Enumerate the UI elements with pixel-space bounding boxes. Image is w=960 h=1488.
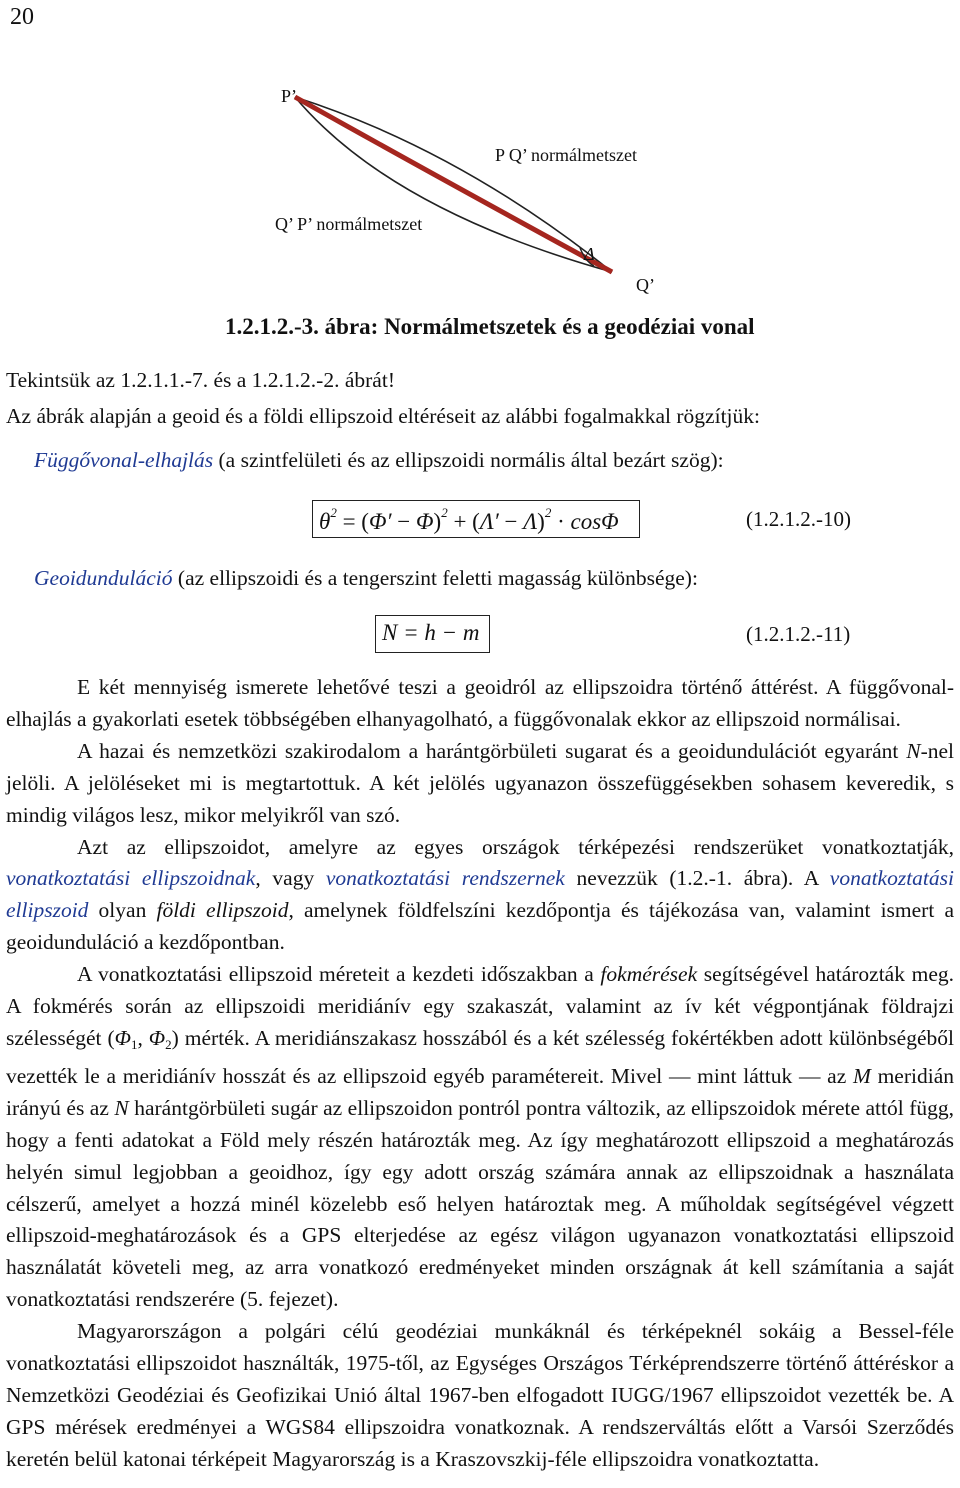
p4-sub2: 2	[165, 1036, 172, 1052]
equation-number-10: (1.2.1.2.-10)	[746, 507, 851, 531]
f1-minus2: −	[498, 509, 524, 534]
p4-e: meridián irányú és az	[6, 1063, 954, 1120]
f1-phi-prime: Φ′	[368, 509, 392, 534]
term-deflection	[34, 448, 724, 473]
p2-b: N	[906, 738, 921, 763]
p4-a: A vonatkoztatási ellipszoid méreteit a kezdeti időszakban a	[77, 962, 601, 987]
paragraph-1: E két mennyiség ismerete lehetővé teszi a geoidról az ellipszoidra történő áttérést. A függővonal-elhajlás a gyakorlati esetek többségében elhanyagolható, a függővonalak ekkor az ellipszoid normálisai.	[6, 675, 954, 731]
p3-g: olyan	[88, 898, 157, 923]
p4-f: harántgörbületi sugár az ellipszoidon pontról pontra változik, az ellipszoidok mérete attól függ, hogy a fenti adatokat a Föld mely részén határozták meg. Az így meghatározott ellipszoid a meghatározás helyén simul legjobban a geoidhoz, így egy adott ország számára annak az ellipszoidnak a használata célszerű, amelyet a hozzá minél közelebb eső helyen határoztak meg. A műholdak segítségével végzett ellipszoid-meghatározások és a GPS elterjedése az egész világon ugyanazon vonatkoztatási ellipszoid használatát követeli meg, az arra vonatkozó eredményeket minden országnak át kell számítania a saját vonatkoztatási rendszerére (5. fejezet).	[6, 1095, 955, 1312]
p4-sub1: 1	[130, 1036, 138, 1052]
intro-line-1: Tekintsük az 1.2.1.1.-7. és a 1.2.1.2.-2. ábrát!	[6, 368, 395, 392]
figure-drawing	[0, 0, 960, 300]
term-geoid-undulation-name: Geoidunduláció	[34, 566, 173, 590]
delta-label: Δ	[584, 244, 595, 264]
f1-theta: θ	[319, 509, 331, 534]
f1-rp2: )	[537, 509, 545, 534]
p2-c: -nel jelöli. A jelöléseket mi is megtartottuk. A két jelölés ugyanazon összefüggésekben sohasem keveredik, s mindig világos lesz, mikor melyikről van szó.	[6, 738, 954, 827]
f1-dot: ·	[551, 509, 571, 534]
f1-eq: =	[336, 509, 362, 534]
f1-lambda: Λ	[523, 509, 538, 534]
p3-b: vonatkoztatási ellipszoidnak	[6, 866, 256, 891]
figure-caption: 1.2.1.2.-3. ábra: Normálmetszetek és a geodéziai vonal	[225, 314, 755, 339]
term-geoid-undulation-desc: (az ellipszoidi és a tengerszint feletti magasság különbsége):	[172, 566, 698, 590]
f1-plus: +	[447, 509, 473, 534]
p4-phi2: Φ	[148, 1025, 166, 1050]
f1-sq3: 2	[544, 505, 552, 520]
pq-normal-section-label: P Q’ normálmetszet	[495, 145, 637, 165]
p3-d: vonatkoztatási rendszernek	[325, 866, 565, 891]
equation-number-11: (1.2.1.2.-11)	[746, 622, 851, 646]
point-p-label: P’	[281, 86, 298, 106]
formula-deflection	[312, 500, 640, 538]
point-q-label: Q’	[636, 275, 655, 295]
f1-minus1: −	[391, 509, 416, 534]
intro-line-2: Az ábrák alapján a geoid és a földi ellipszoid eltéréseit az alábbi fogalmakkal rögzítjük:	[6, 404, 760, 428]
p4-d: ) mérték. A meridiánszakasz hosszából és a két szélesség fokértékben adott különbségéből vezették le a meridiánív hosszát és az ellipszoid egyéb paramétereit. Mivel — mint láttuk — az	[6, 1025, 954, 1088]
p3-e: nevezzük (1.2.-1. ábra). A	[564, 866, 830, 891]
f1-sq1: 2	[330, 505, 337, 520]
p3-a: Azt az ellipszoidot, amelyre az egyes országok térképezési rendszerüket vonatkoztatják,	[77, 834, 954, 859]
p2-a: A hazai és nemzetközi szakirodalom a harántgörbületi sugarat és a geoidundulációt egyaránt	[77, 738, 907, 763]
p4-n: N	[114, 1095, 129, 1120]
f1-phi: Φ	[416, 509, 434, 534]
p4-b: fokmérések	[600, 962, 698, 987]
paragraph-5: Magyarországon a polgári célú geodéziai munkáknál és térképeknél sokáig a Bessel-féle vonatkoztatási ellipszoidot használták, 1975-től, az Egységes Országos Térképrendszerre történő áttéréskor a Nemzetközi Geodéziai és Geofizikai Unió által 1967-ben elfogadott IUGG/1967 ellipszoidot vezették be. A GPS mérések eredményei a WGS84 ellipszoidra vonatkoznak. A rendszerváltás előtt a Varsói Szerződés keretén belül katonai térképeit Magyarország is a Kraszovszkij-féle ellipszoidra vonatkoztatta.	[6, 1319, 954, 1471]
formula-undulation: N = h − m	[375, 615, 490, 653]
p4-phi1: Φ	[114, 1025, 131, 1050]
p4-m: M	[852, 1063, 871, 1088]
paragraph-3	[6, 832, 954, 960]
qp-normal-section-label: Q’ P’ normálmetszet	[275, 214, 423, 234]
normal-sections-figure	[0, 0, 960, 300]
term-geoid-undulation	[34, 566, 698, 591]
term-deflection-desc: (a szintfelületi és az ellipszoidi normális által bezárt szög):	[213, 448, 724, 472]
page-number: 20	[10, 4, 34, 30]
p3-h: földi ellipszoid	[156, 898, 289, 923]
term-deflection-name: Függővonal-elhajlás	[34, 448, 214, 472]
f1-sq2: 2	[441, 505, 448, 520]
p4-c: segítségével határozták meg. A fokmérés során az ellipszoidi meridiánív egy szakaszát, valamint az ív két végpontjának földrajzi szélességét (	[6, 962, 954, 1050]
p3-i: , amelynek földfelszíni kezdőpontja és tájékozása van, valamint ismert a geoidunduláció a kezdőpontban.	[6, 898, 954, 955]
body-text	[6, 672, 954, 1476]
paragraph-2	[6, 736, 954, 832]
f1-cos: cosΦ	[570, 509, 619, 534]
p4-comma: ,	[137, 1025, 149, 1050]
p3-f: vonatkoztatási ellipszoid	[6, 866, 954, 923]
f1-lp2: (	[472, 509, 480, 534]
p3-c: , vagy	[255, 866, 326, 891]
f1-rp1: )	[433, 509, 442, 534]
paragraph-4	[6, 959, 954, 1316]
geodesic-curve	[295, 97, 612, 272]
f1-lambda-prime: Λ′	[479, 509, 499, 534]
f1-lp1: (	[361, 509, 369, 534]
